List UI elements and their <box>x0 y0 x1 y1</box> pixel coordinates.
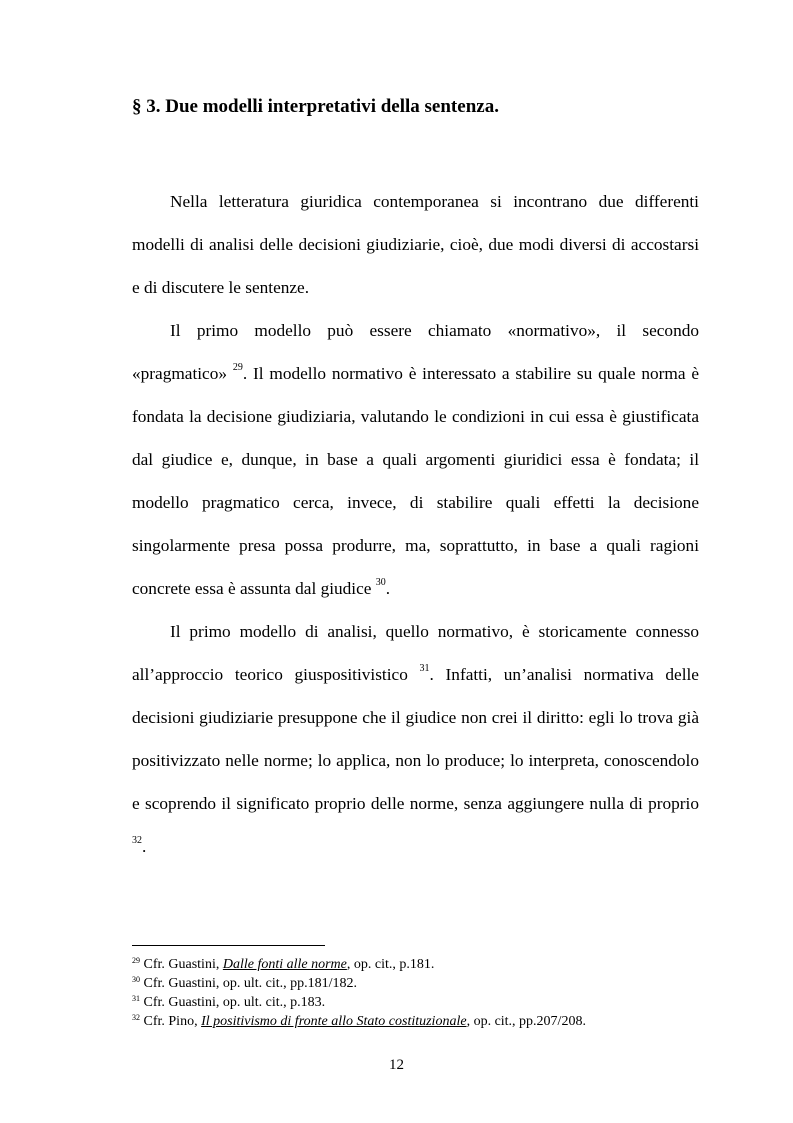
paragraph-3-text-b: . Infatti, un’analisi normativa delle decisioni giudiziarie presuppone che il giudice non crei il diritto: egli lo trova già positivizzato nelle norme; lo applica, non lo produce; lo interpreta, conoscendolo e scoprendo il significato proprio delle norme, senza aggiungere nulla di proprio <box>132 665 699 813</box>
footnote-text: , op. cit., pp.207/208. <box>466 1014 586 1029</box>
footnote-number: 30 <box>132 975 140 984</box>
footnote-text: Cfr. Pino, <box>140 1014 202 1029</box>
paragraph-1 <box>132 180 699 309</box>
footnote-ref-30: 30 <box>375 577 386 588</box>
cited-work-title: Dalle fonti alle norme <box>222 957 347 972</box>
footnote-ref-31: 31 <box>419 663 430 674</box>
footnote-ref-29: 29 <box>232 362 243 373</box>
paragraph-1-text: Nella letteratura giuridica contemporanea si incontrano due differenti modelli di analisi delle decisioni giudiziarie, cioè, due modi diversi di accostarsi e di discutere le sentenze. <box>132 192 699 297</box>
paragraph-3 <box>132 610 699 868</box>
paragraph-2-text-a: Il primo modello può essere chiamato «normativo», il secondo «pragmatico» <box>132 321 699 383</box>
footnote-ref-32: 32 <box>132 835 142 846</box>
footnote-text: Cfr. Guastini, <box>140 957 223 972</box>
paragraph-3-text-c: . <box>142 837 147 856</box>
footnote-text: Cfr. Guastini, op. ult. cit., pp.181/182. <box>140 976 357 991</box>
footnote-30 <box>132 974 732 993</box>
page-number: 12 <box>389 1057 404 1073</box>
section-heading: § 3. Due modelli interpretativi della sentenza. <box>132 96 499 117</box>
footnote-text: , op. cit., p.181. <box>346 957 435 972</box>
body-text <box>132 180 699 868</box>
cited-work-title: Il positivismo di fronte allo Stato costituzionale <box>201 1014 467 1029</box>
paragraph-2 <box>132 309 699 610</box>
footnote-number: 31 <box>132 994 140 1003</box>
footnote-number: 32 <box>132 1013 140 1022</box>
footnote-text: Cfr. Guastini, op. ult. cit., p.183. <box>140 995 326 1010</box>
footnotes <box>132 955 732 1031</box>
footnote-29 <box>132 955 732 974</box>
footnote-31 <box>132 993 732 1012</box>
paragraph-2-text-b: . Il modello normativo è interessato a stabilire su quale norma è fondata la decisione giudiziaria, valutando le condizioni in cui essa è giustificata dal giudice e, dunque, in base a quali argomenti giuridici essa è fondata; il modello pragmatico cerca, invece, di stabilire quali effetti la decisione singolarmente presa possa produrre, ma, soprattutto, in base a quali ragioni concrete essa è assunta dal giudice <box>132 364 699 598</box>
footnote-32 <box>132 1012 732 1031</box>
paragraph-2-text-c: . <box>385 579 391 598</box>
footnote-divider <box>132 945 325 946</box>
footnote-number: 29 <box>132 956 140 965</box>
paragraph-3-text-a: Il primo modello di analisi, quello normativo, è storicamente connesso all’approccio teorico giuspositivistico <box>132 622 699 684</box>
